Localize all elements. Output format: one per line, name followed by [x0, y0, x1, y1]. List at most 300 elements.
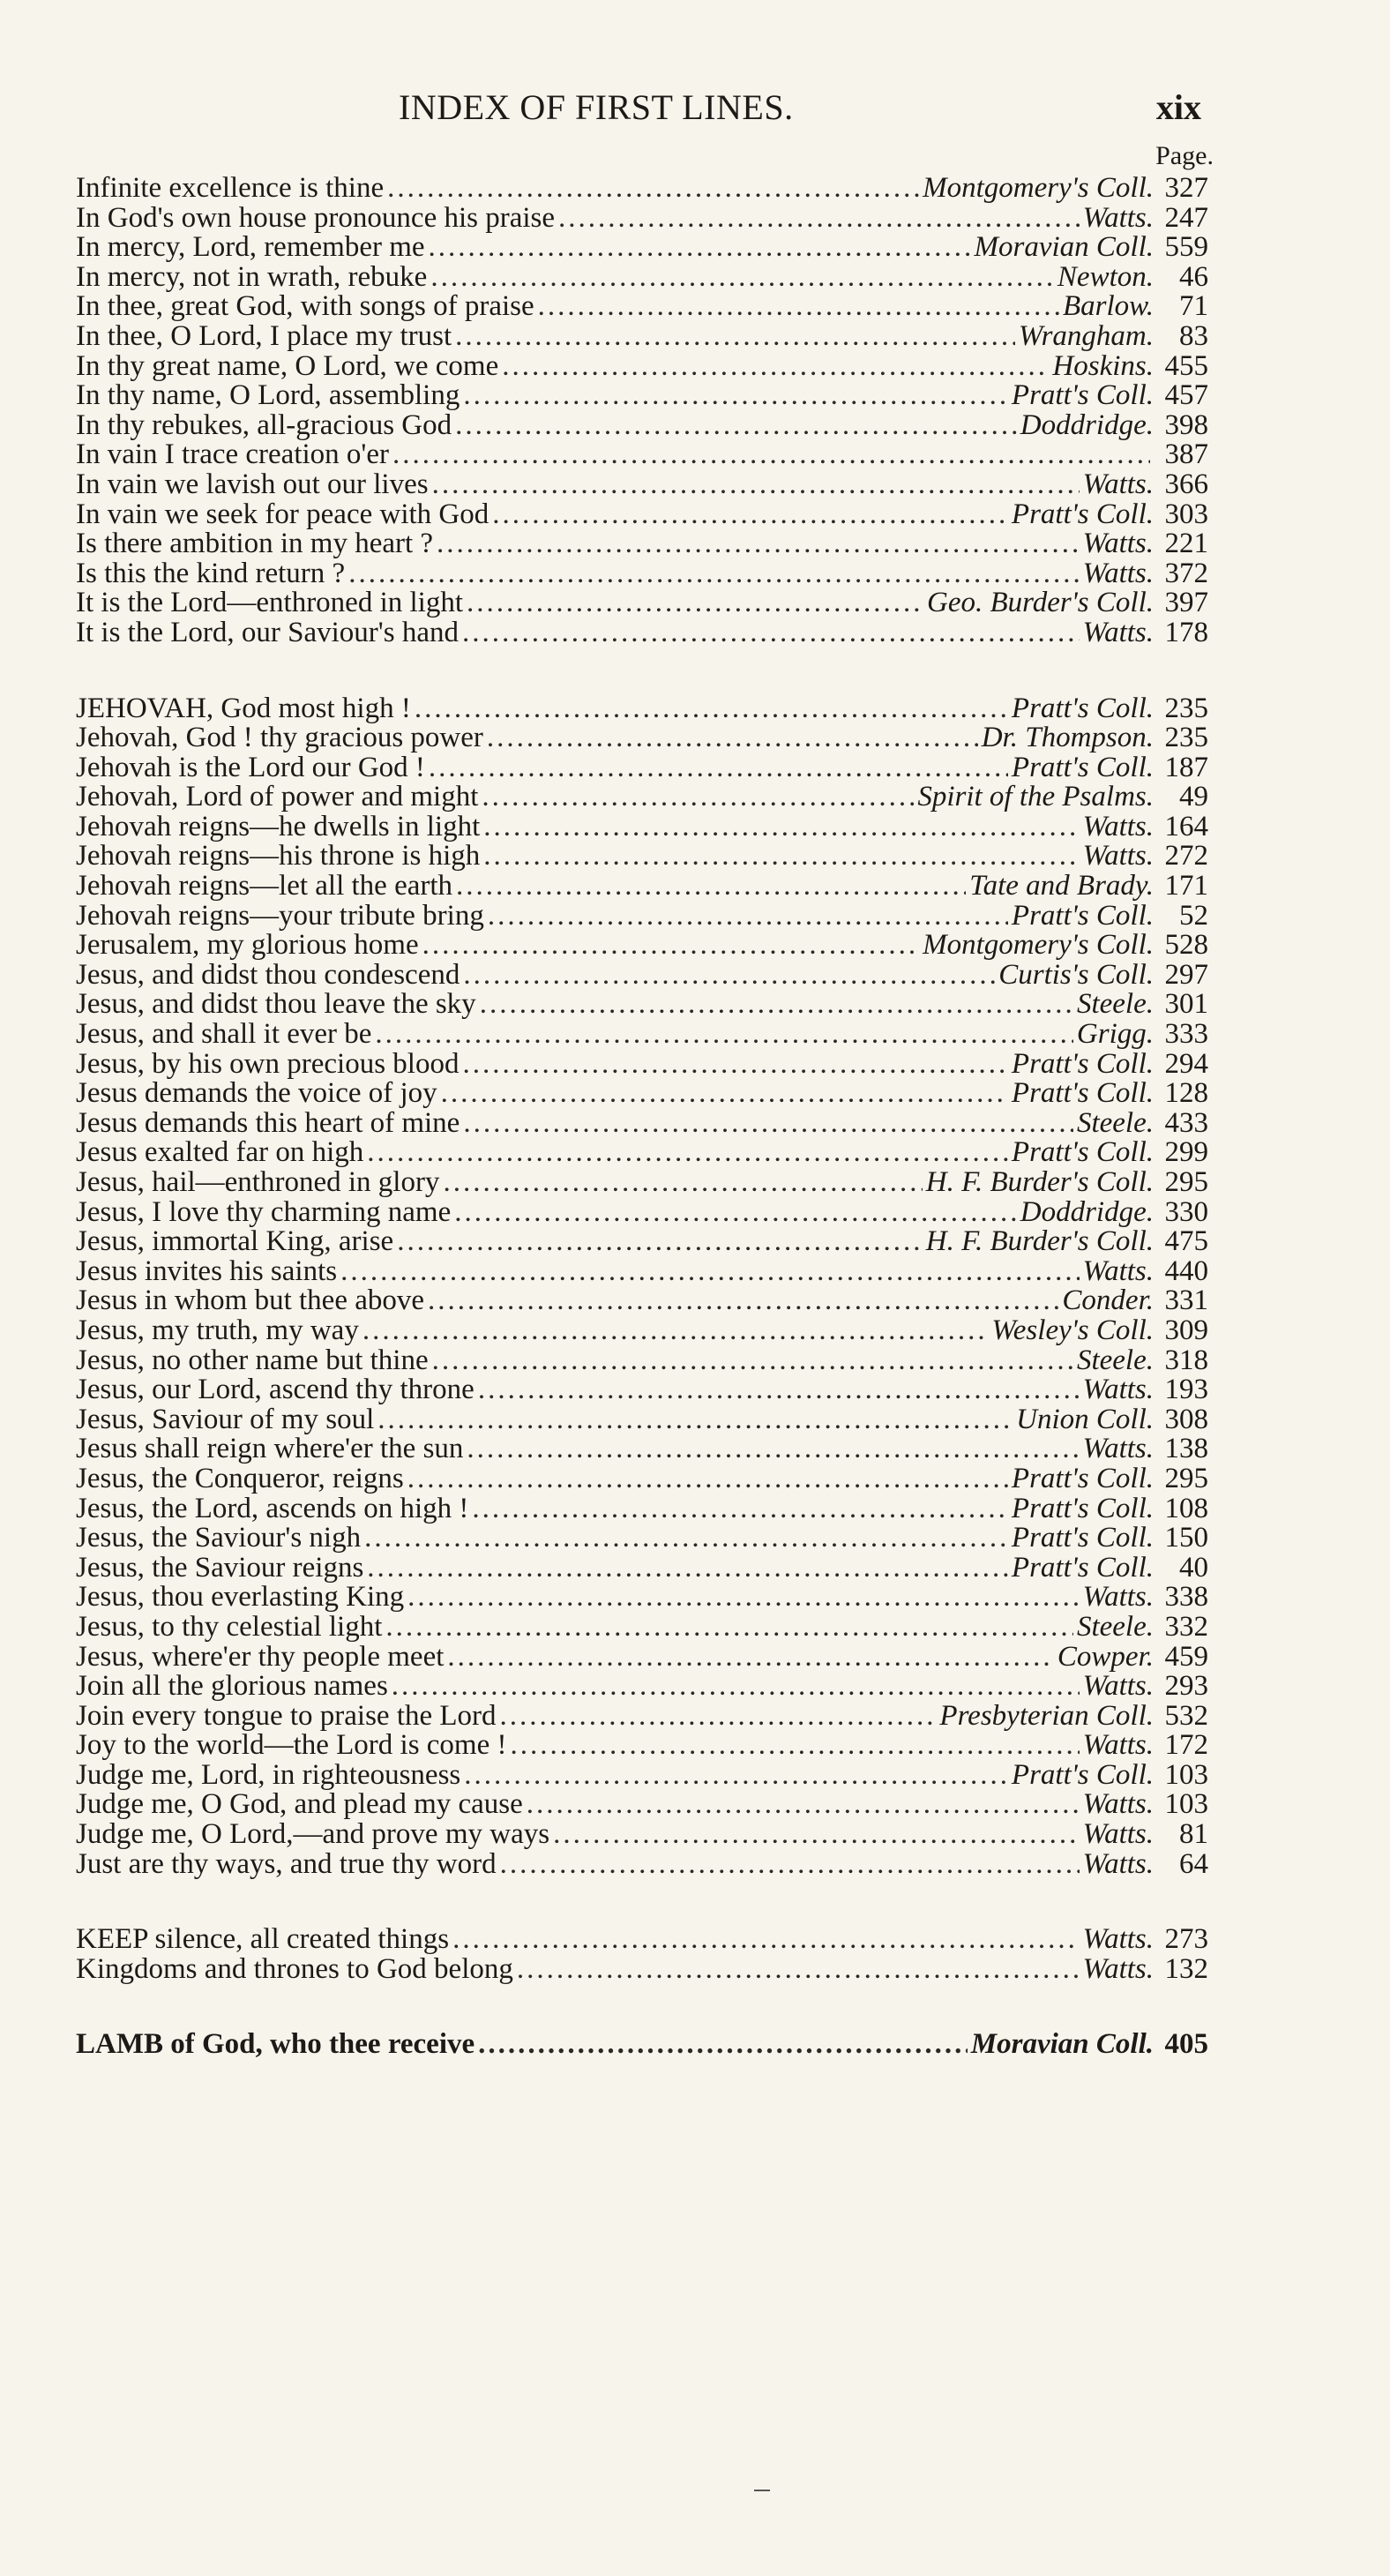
first-line-text: Judge me, Lord, in righteousness — [76, 1758, 461, 1791]
page-reference: 293 — [1164, 1670, 1208, 1703]
page-reference: 459 — [1164, 1640, 1208, 1673]
dot-leader — [387, 174, 919, 204]
index-entry — [76, 1847, 1208, 1880]
index-entry — [76, 872, 1208, 902]
index-entry — [76, 842, 1208, 872]
dot-leader — [441, 1079, 1008, 1109]
dot-leader — [385, 1613, 1073, 1643]
hymn-source: Moravian Coll. — [970, 2028, 1154, 2061]
hymn-source: H. F. Burder's Coll. — [925, 1225, 1154, 1258]
index-entry — [76, 723, 1208, 753]
hymn-source: H. F. Burder's Coll. — [925, 1166, 1154, 1198]
hymn-source: Pratt's Coll. — [1011, 899, 1154, 932]
first-line-text: Jesus, and didst thou leave the sky — [76, 988, 476, 1021]
first-line-text: Jesus, hail—enthroned in glory — [76, 1166, 440, 1198]
hymn-source: Pratt's Coll. — [1011, 1077, 1154, 1110]
page-reference: 132 — [1164, 1952, 1208, 1985]
page-reference: 295 — [1164, 1166, 1208, 1198]
index-entry — [76, 783, 1208, 812]
index-entry — [76, 1820, 1208, 1850]
page-reference: 103 — [1164, 1788, 1208, 1821]
index-entry — [76, 292, 1208, 322]
index-group — [76, 694, 1208, 1880]
hymn-source: Watts. — [1082, 557, 1154, 589]
page-reference: 303 — [1164, 498, 1208, 530]
first-line-text: LAMB of God, who thee receive — [76, 2028, 475, 2061]
first-line-text: Judge me, O Lord,—and prove my ways — [76, 1818, 550, 1851]
dot-leader — [392, 440, 1150, 470]
hymn-source: Watts. — [1082, 1729, 1154, 1762]
first-line-text: Jesus, immortal King, arise — [76, 1225, 394, 1258]
hymn-source: Tate and Brady. — [969, 870, 1154, 902]
page-reference: 475 — [1164, 1225, 1208, 1258]
dot-leader — [478, 1375, 1080, 1405]
dot-leader — [480, 990, 1073, 1020]
index-entry — [76, 899, 1208, 932]
dot-leader — [447, 1643, 1054, 1673]
hymn-source: Watts. — [1082, 810, 1154, 842]
hymn-source: Watts. — [1082, 1670, 1154, 1703]
dot-leader — [364, 1524, 1008, 1554]
hymn-source: Watts. — [1082, 528, 1154, 560]
hymn-source: Steele. — [1076, 988, 1154, 1021]
index-entry — [76, 1138, 1208, 1168]
dot-leader — [464, 1761, 1008, 1791]
index-entry — [76, 1464, 1208, 1494]
dot-leader — [527, 1790, 1080, 1820]
index-entry — [76, 990, 1208, 1020]
index-group — [76, 1925, 1208, 1984]
page-reference: 150 — [1164, 1522, 1208, 1554]
page-reference: 532 — [1164, 1699, 1208, 1732]
hymn-source: Cowper. — [1057, 1640, 1154, 1673]
first-line-text: Join all the glorious names — [76, 1670, 388, 1703]
index-entry — [76, 440, 1208, 470]
first-line-text: Jesus, no other name but thine — [76, 1344, 429, 1376]
index-entry — [76, 349, 1208, 382]
page-reference: 128 — [1164, 1077, 1208, 1110]
first-line-text: In vain I trace creation o'er — [76, 438, 389, 471]
dot-leader — [432, 470, 1080, 500]
page-reference: 81 — [1179, 1818, 1208, 1851]
index-entry — [76, 958, 1208, 991]
page-number: xix — [1155, 87, 1201, 127]
hymn-source: Montgomery's Coll. — [923, 172, 1154, 204]
hymn-source: Dr. Thompson. — [981, 722, 1154, 754]
dot-leader — [407, 1464, 1008, 1494]
hymn-source: Doddridge. — [1020, 1195, 1154, 1228]
first-line-text: In mercy, not in wrath, rebuke — [76, 260, 428, 293]
page-reference: 338 — [1164, 1581, 1208, 1614]
dot-leader — [422, 931, 920, 961]
hymn-source: Watts. — [1082, 1788, 1154, 1821]
page-reference: 398 — [1164, 408, 1208, 441]
hymn-source: Barlow. — [1063, 290, 1154, 323]
page-reference: 193 — [1164, 1374, 1208, 1406]
page-reference: 387 — [1164, 438, 1208, 471]
first-line-text: Jesus, my truth, my way — [76, 1314, 359, 1346]
hymn-source: Watts. — [1082, 1952, 1154, 1985]
hymn-source: Watts. — [1082, 1581, 1154, 1614]
index-entry — [76, 1405, 1208, 1435]
dot-leader — [348, 559, 1079, 589]
index-entry — [76, 201, 1208, 234]
page-reference: 295 — [1164, 1462, 1208, 1494]
index-entry — [76, 319, 1208, 352]
hymn-source: Pratt's Coll. — [1011, 1758, 1154, 1791]
hymn-source: Watts. — [1082, 468, 1154, 500]
dot-leader — [462, 1050, 1007, 1080]
dot-leader — [367, 1138, 1008, 1168]
page-reference: 272 — [1164, 840, 1208, 872]
first-line-text: Jehovah reigns—he dwells in light — [76, 810, 481, 842]
footer-rule — [754, 2490, 770, 2491]
hymn-source: Pratt's Coll. — [1011, 1047, 1154, 1080]
first-line-text: Jesus, the Saviour's nigh — [76, 1522, 362, 1554]
first-line-text: Jesus, to thy celestial light — [76, 1610, 383, 1643]
dot-leader — [454, 1198, 1017, 1228]
page-reference: 318 — [1164, 1344, 1208, 1376]
index-entry — [76, 500, 1208, 530]
dot-leader — [558, 204, 1080, 234]
dot-leader — [478, 2030, 968, 2060]
hymn-source: Conder. — [1062, 1284, 1154, 1317]
dot-leader — [472, 1494, 1007, 1524]
first-line-text: Jesus invites his saints — [76, 1254, 338, 1287]
first-line-text: It is the Lord, our Saviour's hand — [76, 616, 459, 648]
page-reference: 528 — [1164, 929, 1208, 962]
page-reference: 433 — [1164, 1106, 1208, 1139]
dot-leader — [455, 322, 1015, 352]
index-entry — [76, 753, 1208, 783]
index-entry — [76, 931, 1208, 961]
index-entry — [76, 1168, 1208, 1198]
page-reference: 138 — [1164, 1433, 1208, 1465]
index-entry — [76, 1672, 1208, 1702]
first-line-text: Jehovah is the Lord our God ! — [76, 751, 425, 783]
index-entry — [76, 1375, 1208, 1405]
hymn-source: Grigg. — [1076, 1018, 1154, 1051]
first-line-text: In thy name, O Lord, assembling — [76, 379, 460, 412]
dot-leader — [467, 1434, 1079, 1464]
page-reference: 332 — [1164, 1610, 1208, 1643]
page-reference: 49 — [1179, 781, 1208, 813]
dot-leader — [487, 723, 978, 753]
first-line-text: Jesus, thou everlasting King — [76, 1581, 405, 1614]
index-entry — [76, 260, 1208, 293]
first-line-text: In vain we seek for peace with God — [76, 498, 489, 530]
dot-leader — [377, 1405, 1013, 1435]
first-line-text: Jehovah reigns—your tribute bring — [76, 899, 484, 932]
page-reference: 71 — [1179, 290, 1208, 323]
hymn-source: Pratt's Coll. — [1011, 692, 1154, 724]
page-reference: 333 — [1164, 1018, 1208, 1051]
dot-leader — [362, 1316, 989, 1346]
first-line-text: Just are thy ways, and true thy word — [76, 1847, 497, 1880]
hymn-source: Doddridge. — [1020, 408, 1154, 441]
index-group — [76, 174, 1208, 648]
index-entry — [76, 1227, 1208, 1257]
index-entry — [76, 588, 1208, 618]
page-reference: 457 — [1164, 379, 1208, 412]
first-line-text: In thee, great God, with songs of praise — [76, 290, 534, 323]
first-line-text: In thy great name, O Lord, we come — [76, 349, 499, 382]
index-entry — [76, 381, 1208, 411]
index-entry — [76, 618, 1208, 648]
first-line-text: Join every tongue to praise the Lord — [76, 1699, 497, 1732]
hymn-source: Wrangham. — [1018, 319, 1154, 352]
first-line-text: Jesus exalted far on high — [76, 1136, 364, 1169]
index-entry — [76, 1925, 1208, 1955]
dot-leader — [517, 1955, 1080, 1985]
dot-leader — [463, 961, 995, 991]
dot-leader — [375, 1020, 1072, 1050]
hymn-source: Watts. — [1082, 1923, 1154, 1956]
index-entry — [76, 1699, 1208, 1732]
dot-leader — [430, 263, 1054, 293]
hymn-source: Pratt's Coll. — [1011, 1551, 1154, 1584]
dot-leader — [367, 1554, 1008, 1584]
index-entry — [76, 694, 1208, 724]
page-reference: 52 — [1179, 899, 1208, 932]
page-reference: 331 — [1164, 1284, 1208, 1317]
first-line-text: Jerusalem, my glorious home — [76, 929, 419, 962]
hymn-source: Watts. — [1082, 201, 1154, 234]
first-line-text: In thee, O Lord, I place my trust — [76, 319, 452, 352]
dot-leader — [482, 783, 914, 812]
hymn-source: Wesley's Coll. — [991, 1314, 1154, 1346]
page-reference: 187 — [1164, 751, 1208, 783]
page-reference: 299 — [1164, 1136, 1208, 1169]
first-line-text: In mercy, Lord, remember me — [76, 231, 425, 264]
index-entry — [76, 1790, 1208, 1820]
page-reference: 164 — [1164, 810, 1208, 842]
hymn-source: Watts. — [1082, 1433, 1154, 1465]
page-reference: 455 — [1164, 349, 1208, 382]
dot-leader — [429, 753, 1008, 783]
index-entry — [76, 1640, 1208, 1673]
page-reference: 405 — [1164, 2028, 1208, 2061]
hymn-source: Pratt's Coll. — [1011, 1492, 1154, 1524]
dot-leader — [483, 812, 1079, 842]
index-entry — [76, 559, 1208, 589]
hymn-source: Union Coll. — [1016, 1403, 1154, 1435]
dot-leader — [452, 1925, 1080, 1955]
page-reference: 178 — [1164, 616, 1208, 648]
page-reference: 235 — [1164, 722, 1208, 754]
page-reference: 397 — [1164, 587, 1208, 619]
first-line-text: Kingdoms and thrones to God belong — [76, 1952, 513, 1985]
dot-leader — [467, 588, 923, 618]
first-line-text: Jehovah, God ! thy gracious power — [76, 722, 483, 754]
index-entry — [76, 1195, 1208, 1228]
hymn-source: Montgomery's Coll. — [923, 929, 1154, 962]
page-reference: 273 — [1164, 1923, 1208, 1956]
hymn-source: Watts. — [1082, 1818, 1154, 1851]
index-entry — [76, 2030, 1208, 2060]
index-entry — [76, 1952, 1208, 1985]
first-line-text: Jehovah reigns—his throne is high — [76, 840, 481, 872]
first-line-text: Joy to the world—the Lord is come ! — [76, 1729, 507, 1762]
index-entry — [76, 1758, 1208, 1791]
first-line-text: Jesus, and shall it ever be — [76, 1018, 372, 1051]
first-line-text: Jehovah reigns—let all the earth — [76, 870, 453, 902]
dot-leader — [500, 1850, 1080, 1880]
dot-leader — [463, 1109, 1073, 1139]
index-entry — [76, 470, 1208, 500]
index-entry — [76, 1106, 1208, 1139]
index-entry — [76, 812, 1208, 842]
page-column-label: Page. — [1155, 141, 1214, 170]
index-entry — [76, 1079, 1208, 1109]
hymn-source: Hoskins. — [1052, 349, 1154, 382]
first-line-text: JEHOVAH, God most high ! — [76, 692, 411, 724]
hymn-source: Spirit of the Psalms. — [917, 781, 1154, 813]
page-reference: 40 — [1179, 1551, 1208, 1584]
dot-leader — [432, 1346, 1073, 1376]
index-entry — [76, 1020, 1208, 1050]
page-reference: 294 — [1164, 1047, 1208, 1080]
dot-leader — [488, 902, 1008, 932]
hymn-source: Curtis's Coll. — [998, 958, 1154, 991]
page-reference: 108 — [1164, 1492, 1208, 1524]
dot-leader — [502, 352, 1049, 382]
index-group — [76, 2030, 1208, 2060]
dot-leader — [392, 1672, 1080, 1702]
page-reference: 172 — [1164, 1729, 1208, 1762]
hymn-source: Geo. Burder's Coll. — [927, 587, 1154, 619]
hymn-source: Steele. — [1076, 1344, 1154, 1376]
index-entry — [76, 174, 1208, 204]
page-reference: 330 — [1164, 1195, 1208, 1228]
page-reference: 235 — [1164, 692, 1208, 724]
first-line-text: It is the Lord—enthroned in light — [76, 587, 464, 619]
hymn-source: Pratt's Coll. — [1011, 1522, 1154, 1554]
dot-leader — [492, 500, 1008, 530]
index-entry — [76, 529, 1208, 559]
index-entry — [76, 1610, 1208, 1643]
dot-leader — [538, 292, 1059, 322]
page-reference: 247 — [1164, 201, 1208, 234]
dot-leader — [340, 1257, 1080, 1287]
page-reference: 309 — [1164, 1314, 1208, 1346]
index-entry — [76, 408, 1208, 441]
first-line-text: Is this the kind return ? — [76, 557, 346, 589]
hymn-source: Pratt's Coll. — [1011, 498, 1154, 530]
first-line-text: Jesus demands the voice of joy — [76, 1077, 437, 1110]
hymn-source: Watts. — [1082, 1847, 1154, 1880]
page-reference: 327 — [1164, 172, 1208, 204]
first-line-text: Infinite excellence is thine — [76, 172, 385, 204]
dot-leader — [455, 411, 1017, 441]
dot-leader — [456, 872, 966, 902]
first-line-text: Judge me, O God, and plead my cause — [76, 1788, 523, 1821]
dot-leader — [407, 1583, 1079, 1613]
dot-leader — [437, 529, 1080, 559]
dot-leader — [483, 842, 1079, 872]
index-entry — [76, 1551, 1208, 1584]
first-line-text: Is there ambition in my heart ? — [76, 528, 434, 560]
hymn-source: Newton. — [1057, 260, 1154, 293]
hymn-source: Steele. — [1076, 1106, 1154, 1139]
first-line-text: In thy rebukes, all-gracious God — [76, 408, 452, 441]
first-line-text: In vain we lavish out our lives — [76, 468, 429, 500]
page-reference: 301 — [1164, 988, 1208, 1021]
hymn-source: Moravian Coll. — [974, 231, 1154, 264]
page-reference: 372 — [1164, 557, 1208, 589]
dot-leader — [428, 1286, 1058, 1316]
first-line-text: Jesus, the Lord, ascends on high ! — [76, 1492, 469, 1524]
first-line-text: Jesus, by his own precious blood — [76, 1047, 460, 1080]
first-line-text: Jesus, the Conqueror, reigns — [76, 1462, 404, 1494]
dot-leader — [553, 1820, 1080, 1850]
index-entry — [76, 1316, 1208, 1346]
dot-leader — [429, 233, 971, 263]
index-entry — [76, 233, 1208, 263]
first-line-text: Jesus in whom but thee above — [76, 1284, 425, 1317]
hymn-source: Presbyterian Coll. — [939, 1699, 1154, 1732]
hymn-source: Pratt's Coll. — [1011, 751, 1154, 783]
index-entry — [76, 1047, 1208, 1080]
dot-leader — [500, 1702, 937, 1732]
first-line-text: Jesus, the Saviour reigns — [76, 1551, 364, 1584]
hymn-source: Watts. — [1082, 1254, 1154, 1287]
index-entry — [76, 1524, 1208, 1554]
first-line-text: In God's own house pronounce his praise — [76, 201, 556, 234]
first-line-text: Jesus, Saviour of my soul — [76, 1403, 375, 1435]
index-entry — [76, 1494, 1208, 1524]
hymn-source: Watts. — [1082, 616, 1154, 648]
page-reference: 297 — [1164, 958, 1208, 991]
index-entry — [76, 1434, 1208, 1464]
page-reference: 64 — [1179, 1847, 1208, 1880]
page-reference: 103 — [1164, 1758, 1208, 1791]
first-line-text: Jesus, I love thy charming name — [76, 1195, 452, 1228]
first-line-text: Jesus shall reign where'er the sun — [76, 1433, 464, 1465]
page-title: INDEX OF FIRST LINES. — [399, 87, 794, 127]
page-reference: 171 — [1164, 870, 1208, 902]
dot-leader — [415, 694, 1008, 724]
first-line-text: KEEP silence, all created things — [76, 1923, 450, 1956]
first-line-text: Jesus, and didst thou condescend — [76, 958, 460, 991]
index-entry — [76, 1346, 1208, 1376]
page-reference: 83 — [1179, 319, 1208, 352]
hymn-source: Watts. — [1082, 840, 1154, 872]
page-reference: 46 — [1179, 260, 1208, 293]
page-reference: 221 — [1164, 528, 1208, 560]
first-line-text: Jesus demands this heart of mine — [76, 1106, 460, 1139]
index-entry — [76, 1731, 1208, 1761]
first-line-text: Jesus, our Lord, ascend thy throne — [76, 1374, 475, 1406]
first-line-text: Jehovah, Lord of power and might — [76, 781, 479, 813]
dot-leader — [443, 1168, 922, 1198]
page-reference: 559 — [1164, 231, 1208, 264]
hymn-source: Steele. — [1076, 1610, 1154, 1643]
page-reference: 440 — [1164, 1254, 1208, 1287]
running-header — [399, 86, 1201, 136]
page-reference: 308 — [1164, 1403, 1208, 1435]
index-entry — [76, 1286, 1208, 1316]
index-entry — [76, 1254, 1208, 1287]
hymn-source: Pratt's Coll. — [1011, 1136, 1154, 1169]
hymn-source: Pratt's Coll. — [1011, 1462, 1154, 1494]
dot-leader — [462, 618, 1080, 648]
dot-leader — [463, 381, 1008, 411]
hymn-source: Watts. — [1082, 1374, 1154, 1406]
first-line-text: Jesus, where'er thy people meet — [76, 1640, 445, 1673]
index-entry — [76, 1583, 1208, 1613]
index-entries — [76, 174, 1208, 2060]
